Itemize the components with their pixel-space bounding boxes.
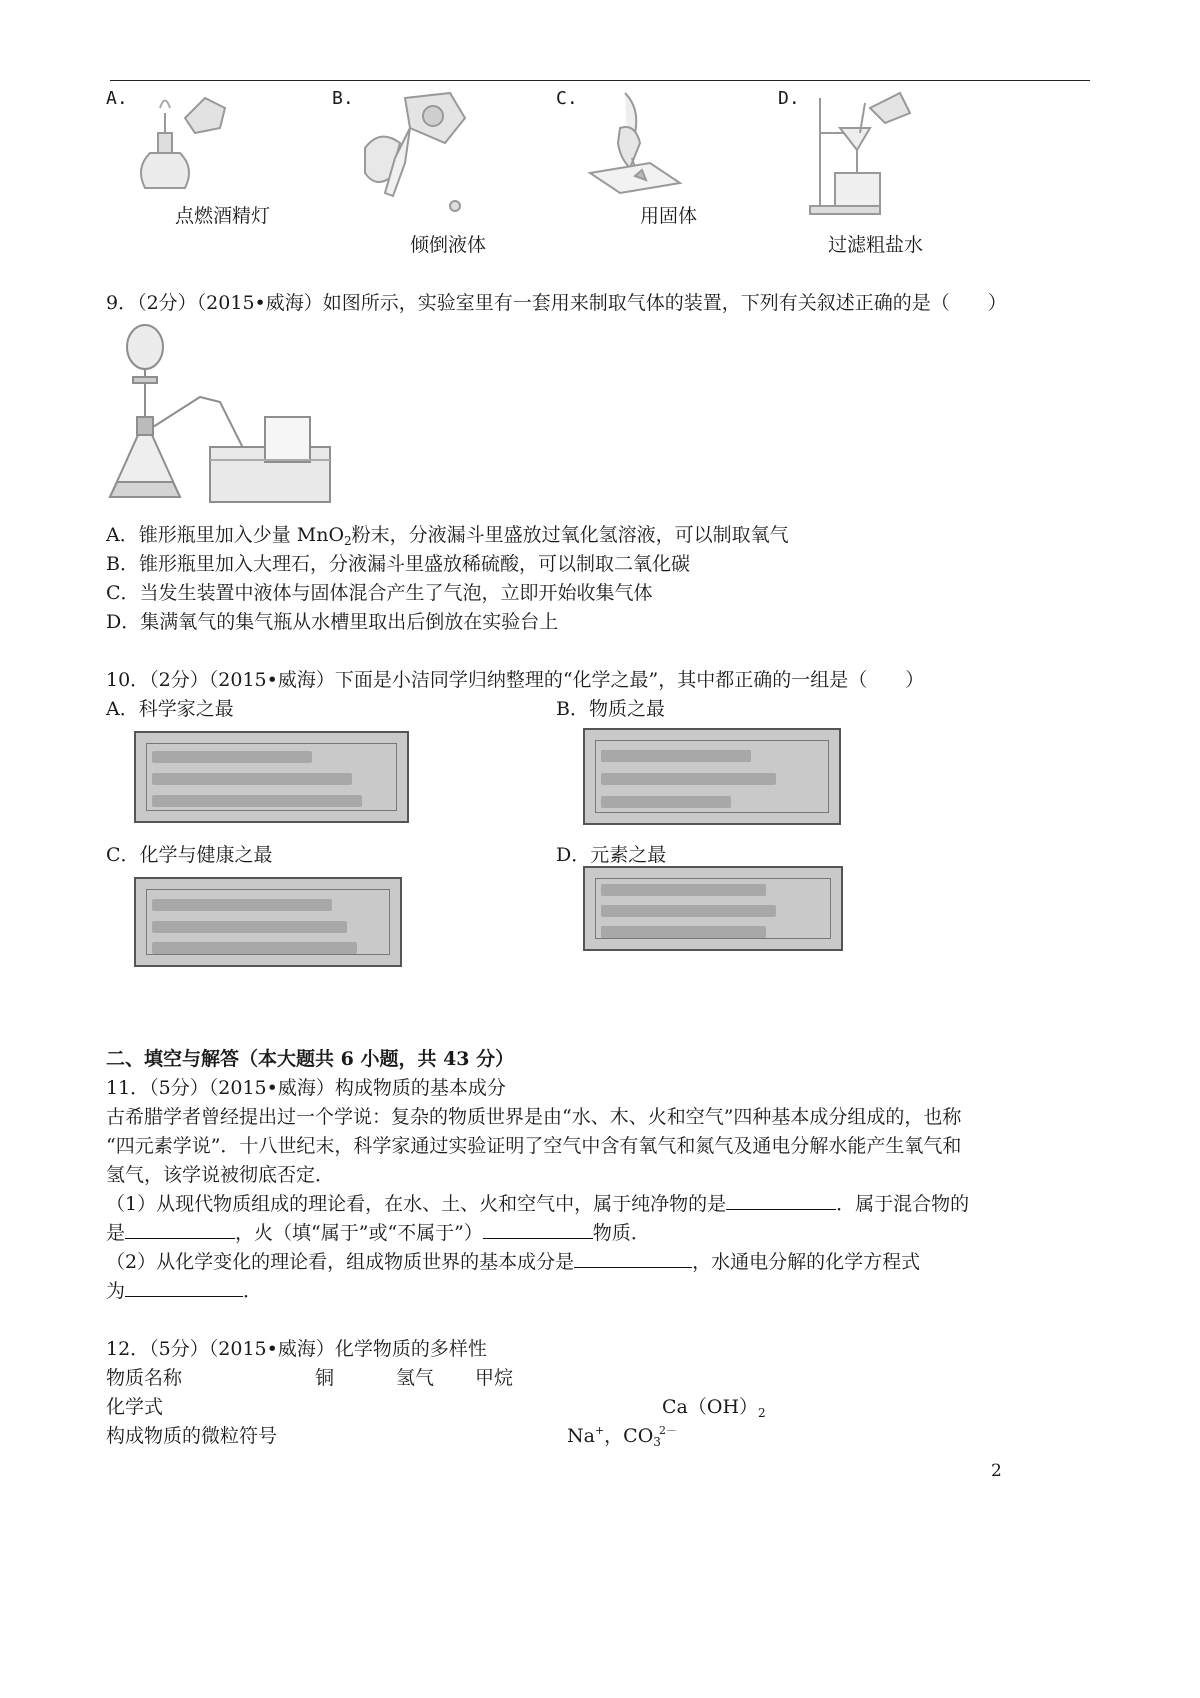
q11-part-2-text-b: ，水通电分解的化学方程式 <box>692 1251 921 1273</box>
q9-option-b: B．锥形瓶里加入大理石，分液漏斗里盛放稀硫酸，可以制取二氧化碳 <box>106 553 690 575</box>
page-number: 2 <box>991 1461 1002 1481</box>
q11-part-2-line-1 <box>106 1247 920 1274</box>
q10-option-b-label: B．物质之最 <box>556 698 665 720</box>
filtration-figure <box>805 88 925 218</box>
q12-particle-symbols <box>567 1421 677 1449</box>
q12-formula-calcium-hydroxide <box>662 1392 766 1420</box>
q9-option-c: C．当发生装置中液体与固体混合产生了气泡，立即开始收集气体 <box>106 582 653 604</box>
alcohol-lamp-figure <box>125 88 235 198</box>
q11-blank-basic-component[interactable] <box>574 1249 692 1268</box>
q8-option-a-letter: A. <box>106 88 128 109</box>
q9-option-a <box>106 520 789 548</box>
q9-option-a-post: 粉末，分液漏斗里盛放过氧化氢溶液，可以制取氧气 <box>351 524 789 546</box>
q8-option-d-letter: D. <box>778 88 800 109</box>
q10-option-d-label: D．元素之最 <box>556 844 667 866</box>
section-2-heading: 二、填空与解答（本大题共 6 小题，共 43 分） <box>106 1048 515 1070</box>
q10-option-a-image <box>134 731 409 823</box>
q11-paragraph-line-3: 氢气，该学说被彻底否定． <box>106 1164 335 1186</box>
q11-part-1-text-b: ．属于混合物的 <box>836 1193 970 1215</box>
q10-stem: 10．（2分）（2015•威海）下面是小洁同学归纳整理的“化学之最”，其中都正确的一组是（ ） <box>106 669 925 691</box>
q11-stem: 11．（5分）（2015•威海）构成物质的基本成分 <box>106 1077 506 1099</box>
q12-row-particle-label: 构成物质的微粒符号 <box>106 1425 278 1447</box>
q11-part-1-text-e: 物质． <box>592 1222 650 1244</box>
q11-blank-pure-substance[interactable] <box>726 1191 836 1210</box>
q11-part-1-line-2 <box>106 1218 650 1245</box>
q11-part-2-line-2 <box>106 1276 262 1303</box>
solid-reagent-figure <box>580 88 690 198</box>
q12-formula-text: Ca（OH） <box>662 1396 759 1418</box>
q8-option-d-caption: 过滤粗盐水 <box>828 234 924 256</box>
q10-option-b-image <box>583 728 841 825</box>
q12-row-formula-label: 化学式 <box>106 1396 164 1418</box>
q11-part-1-text-a: （1）从现代物质组成的理论看，在水、土、火和空气中，属于纯净物的是 <box>106 1193 727 1215</box>
q12-sodium-charge: + <box>594 1424 605 1437</box>
q12-substance-methane: 甲烷 <box>475 1367 514 1389</box>
q10-option-d-image <box>583 866 843 951</box>
q11-part-2-text-a: （2）从化学变化的理论看，组成物质世界的基本成分是 <box>106 1251 575 1273</box>
q12-carbonate-subscript: 3 <box>653 1435 661 1449</box>
q11-blank-equation[interactable] <box>125 1278 243 1297</box>
q11-blank-mixture[interactable] <box>125 1220 235 1239</box>
q10-option-c-label: C．化学与健康之最 <box>106 844 273 866</box>
q8-option-b-letter: B. <box>332 88 354 109</box>
q8-option-a-caption: 点燃酒精灯 <box>175 205 271 227</box>
gas-apparatus-figure <box>105 322 350 507</box>
q11-part-1-line-1 <box>106 1189 969 1216</box>
q10-option-a-label: A．科学家之最 <box>106 698 234 720</box>
q11-part-1-text-c: 是 <box>106 1222 126 1244</box>
q12-substance-hydrogen: 氢气 <box>396 1367 435 1389</box>
q9-option-a-pre: A．锥形瓶里加入少量 MnO <box>106 524 345 546</box>
q9-option-d: D．集满氧气的集气瓶从水槽里取出后倒放在实验台上 <box>106 611 559 633</box>
header-rule <box>110 80 1090 81</box>
q11-blank-fire-belongs[interactable] <box>483 1220 593 1239</box>
q11-paragraph-line-1: 古希腊学者曾经提出过一个学说：复杂的物质世界是由“水、木、火和空气”四种基本成分组成的，也称 <box>106 1106 962 1128</box>
q10-option-c-image <box>134 877 402 967</box>
q8-option-c-caption: 用固体 <box>640 205 698 227</box>
q12-sodium-ion: Na <box>567 1425 595 1447</box>
q12-carbonate-charge: 2－ <box>658 1424 677 1437</box>
q9-stem: 9．（2分）（2015•威海）如图所示，实验室里有一套用来制取气体的装置，下列有关叙述正确的是（ ） <box>106 292 1007 314</box>
q12-row-substance-label: 物质名称 <box>106 1367 183 1389</box>
q11-part-1-text-d: ，火（填“属于”或“不属于”） <box>235 1222 483 1244</box>
q9-option-a-subscript: 2 <box>344 534 352 548</box>
q12-carbonate-text: ，CO <box>604 1425 654 1447</box>
q12-stem: 12．（5分）（2015•威海）化学物质的多样性 <box>106 1338 487 1360</box>
q8-option-b-caption: 倾倒液体 <box>410 234 487 256</box>
q11-part-2-text-c: 为 <box>106 1280 126 1302</box>
q12-substance-copper: 铜 <box>315 1367 335 1389</box>
pouring-liquid-figure <box>355 88 475 218</box>
q11-paragraph-line-2: “四元素学说”．十八世纪末，科学家通过实验证明了空气中含有氧气和氮气及通电分解水能产生氧气和 <box>106 1135 962 1157</box>
q11-part-2-text-d: ． <box>243 1280 263 1302</box>
q12-formula-subscript: 2 <box>758 1406 766 1420</box>
q8-option-c-letter: C. <box>556 88 578 109</box>
